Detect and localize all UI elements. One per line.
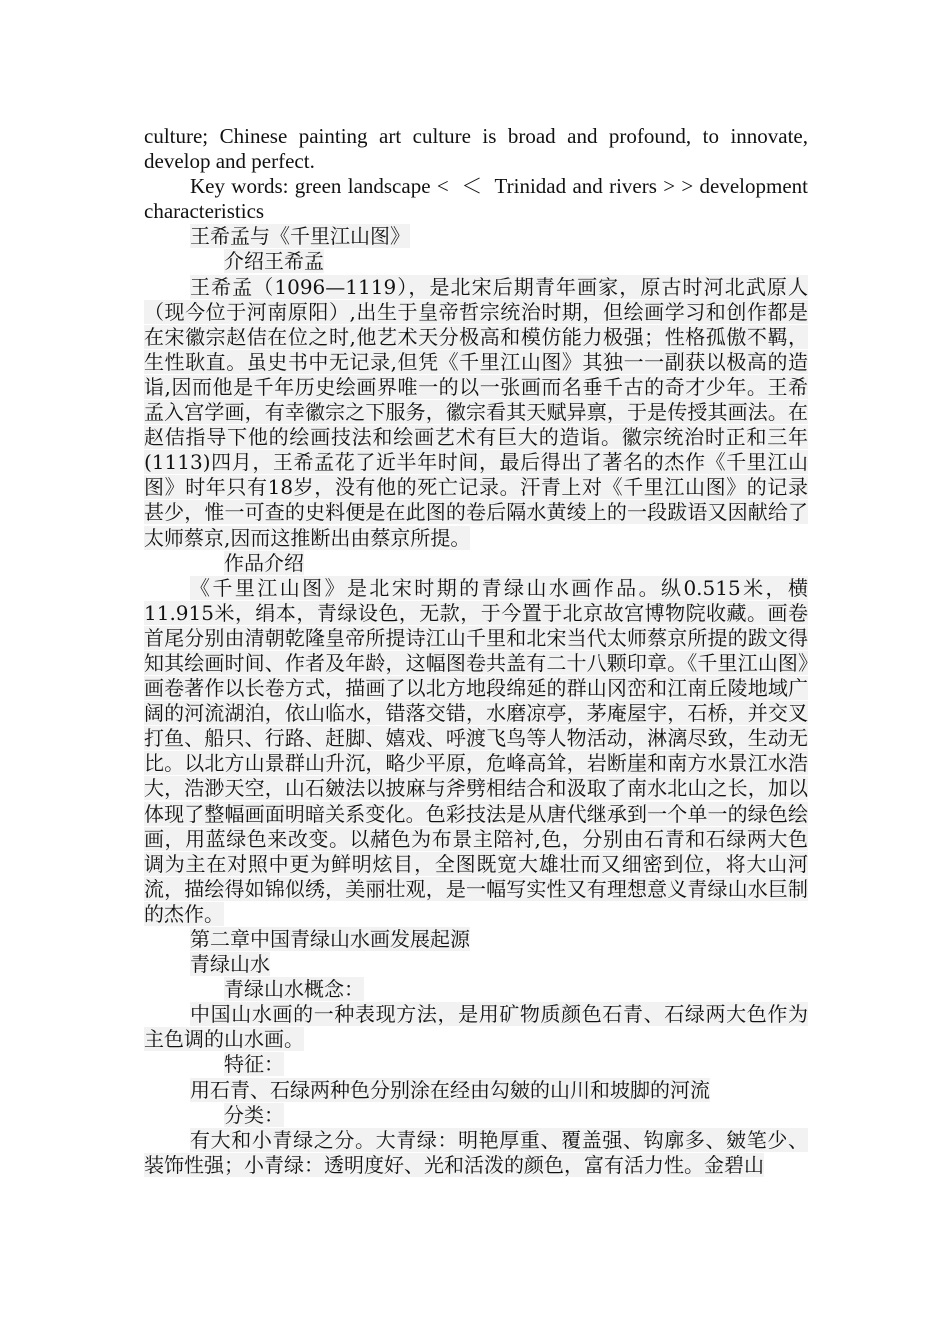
- chapter-subtitle-text: 青绿山水: [190, 952, 270, 977]
- category-paragraph-text: 有大和小青绿之分。大青绿：明艳厚重、覆盖强、钩廓多、皴笔少、装饰性强；小青绿：透明度好、光和活泼的颜色，富有活力性。金碧山: [144, 1127, 808, 1177]
- section-title-text: 王希孟与《千里江山图》: [190, 224, 410, 249]
- keywords-text: Key words: green landscape < ＜ Trinidad and rivers > > development characteristics: [144, 174, 808, 224]
- category-heading: [144, 1103, 808, 1128]
- feature-paragraph-text: 用石青、石绿两种色分别涂在经由勾皴的山川和坡脚的河流: [190, 1077, 710, 1102]
- category-paragraph: [144, 1128, 808, 1178]
- feature-paragraph: [144, 1078, 808, 1103]
- concept-paragraph-text: 中国山水画的一种表现方法，是用矿物质颜色石青、石绿两大色作为主色调的山水画。: [144, 1002, 808, 1052]
- concept-heading-text: 青绿山水概念：: [224, 977, 364, 1002]
- work-paragraph-text: 《千里江山图》是北宋时期的青绿山水画作品。纵0.515米，横11.915米，绢本，青绿设色，无款，于今置于北京故宫博物院收藏。画卷首尾分别由清朝乾隆皇帝所提诗江山千里和北宋当代太师蔡京所提的跋文得知其绘画时间、作者及年龄，这幅图卷共盖有二十八颗印章。《千里江山图》画卷著作以长卷方式，描画了以北方地段绵延的群山冈峦和江南丘陵地域广阔的河流湖泊，依山临水，错落交错，水磨凉亭，茅庵屋宇，石桥，并交叉打鱼、船只、行路、赶脚、嬉戏、呼渡飞鸟等人物活动，淋漓尽致，生动无比。以北方山景群山升沉，略少平原，危峰高耸，岩断崖和南方水景江水浩大，浩渺天空，山石皴法以披麻与斧劈相结合和汲取了南水北山之长，加以体现了整幅画面明暗关系变化。色彩技法是从唐代继承到一个单一的绿色绘画，用蓝绿色来改变。以赭色为布景主陪衬,色，分别由石青和石绿两大色调为主在对照中更为鲜明炫目，全图既宽大雄壮而又细密到位，将大山河流，描绘得如锦似绣，美丽壮观，是一幅写实性又有理想意义青绿山水巨制的杰作。: [144, 575, 808, 926]
- intro-paragraph: [144, 275, 808, 551]
- work-heading: [144, 551, 808, 576]
- feature-heading-text: 特征：: [224, 1052, 284, 1077]
- intro-heading-text: 介绍王希孟: [224, 249, 324, 274]
- document-body: [144, 124, 808, 1178]
- intro-heading: [144, 249, 808, 274]
- chapter-subtitle: [144, 952, 808, 977]
- work-paragraph: [144, 576, 808, 927]
- section-title: [144, 224, 808, 249]
- chapter-title: [144, 927, 808, 952]
- chapter-title-text: 第二章中国青绿山水画发展起源: [190, 927, 470, 951]
- abstract-ending-text: culture; Chinese painting art culture is broad and profound, to innovate, develop and perfect.: [144, 124, 808, 174]
- abstract-ending-paragraph: [144, 124, 808, 174]
- category-heading-text: 分类：: [224, 1102, 284, 1127]
- work-heading-text: 作品介绍: [224, 550, 304, 575]
- concept-heading: [144, 977, 808, 1002]
- keywords-paragraph: [144, 174, 808, 224]
- concept-paragraph: [144, 1002, 808, 1052]
- intro-paragraph-text: 王希孟（1096—1119），是北宋后期青年画家，原古时河北武原人（现今位于河南原阳）,出生于皇帝哲宗统治时期，但绘画学习和创作都是在宋徽宗赵佶在位之时,他艺术天分极高和模仿能力极强；性格孤傲不羁，生性耿直。虽史书中无记录,但凭《千里江山图》其独一一副获以极高的造诣,因而他是千年历史绘画界唯一的以一张画而名垂千古的奇才少年。王希孟入宫学画，有幸徽宗之下服务，徽宗看其天赋异禀，于是传授其画法。在赵佶指导下他的绘画技法和绘画艺术有巨大的造诣。徽宗统治时正和三年(1113)四月，王希孟花了近半年时间，最后得出了著名的杰作《千里江山图》时年只有18岁，没有他的死亡记录。汗青上对《千里江山图》的记录甚少，惟一可查的史料便是在此图的卷后隔水黄绫上的一段跋语又因献给了太师蔡京,因而这推断出由蔡京所提。: [144, 274, 808, 550]
- feature-heading: [144, 1052, 808, 1077]
